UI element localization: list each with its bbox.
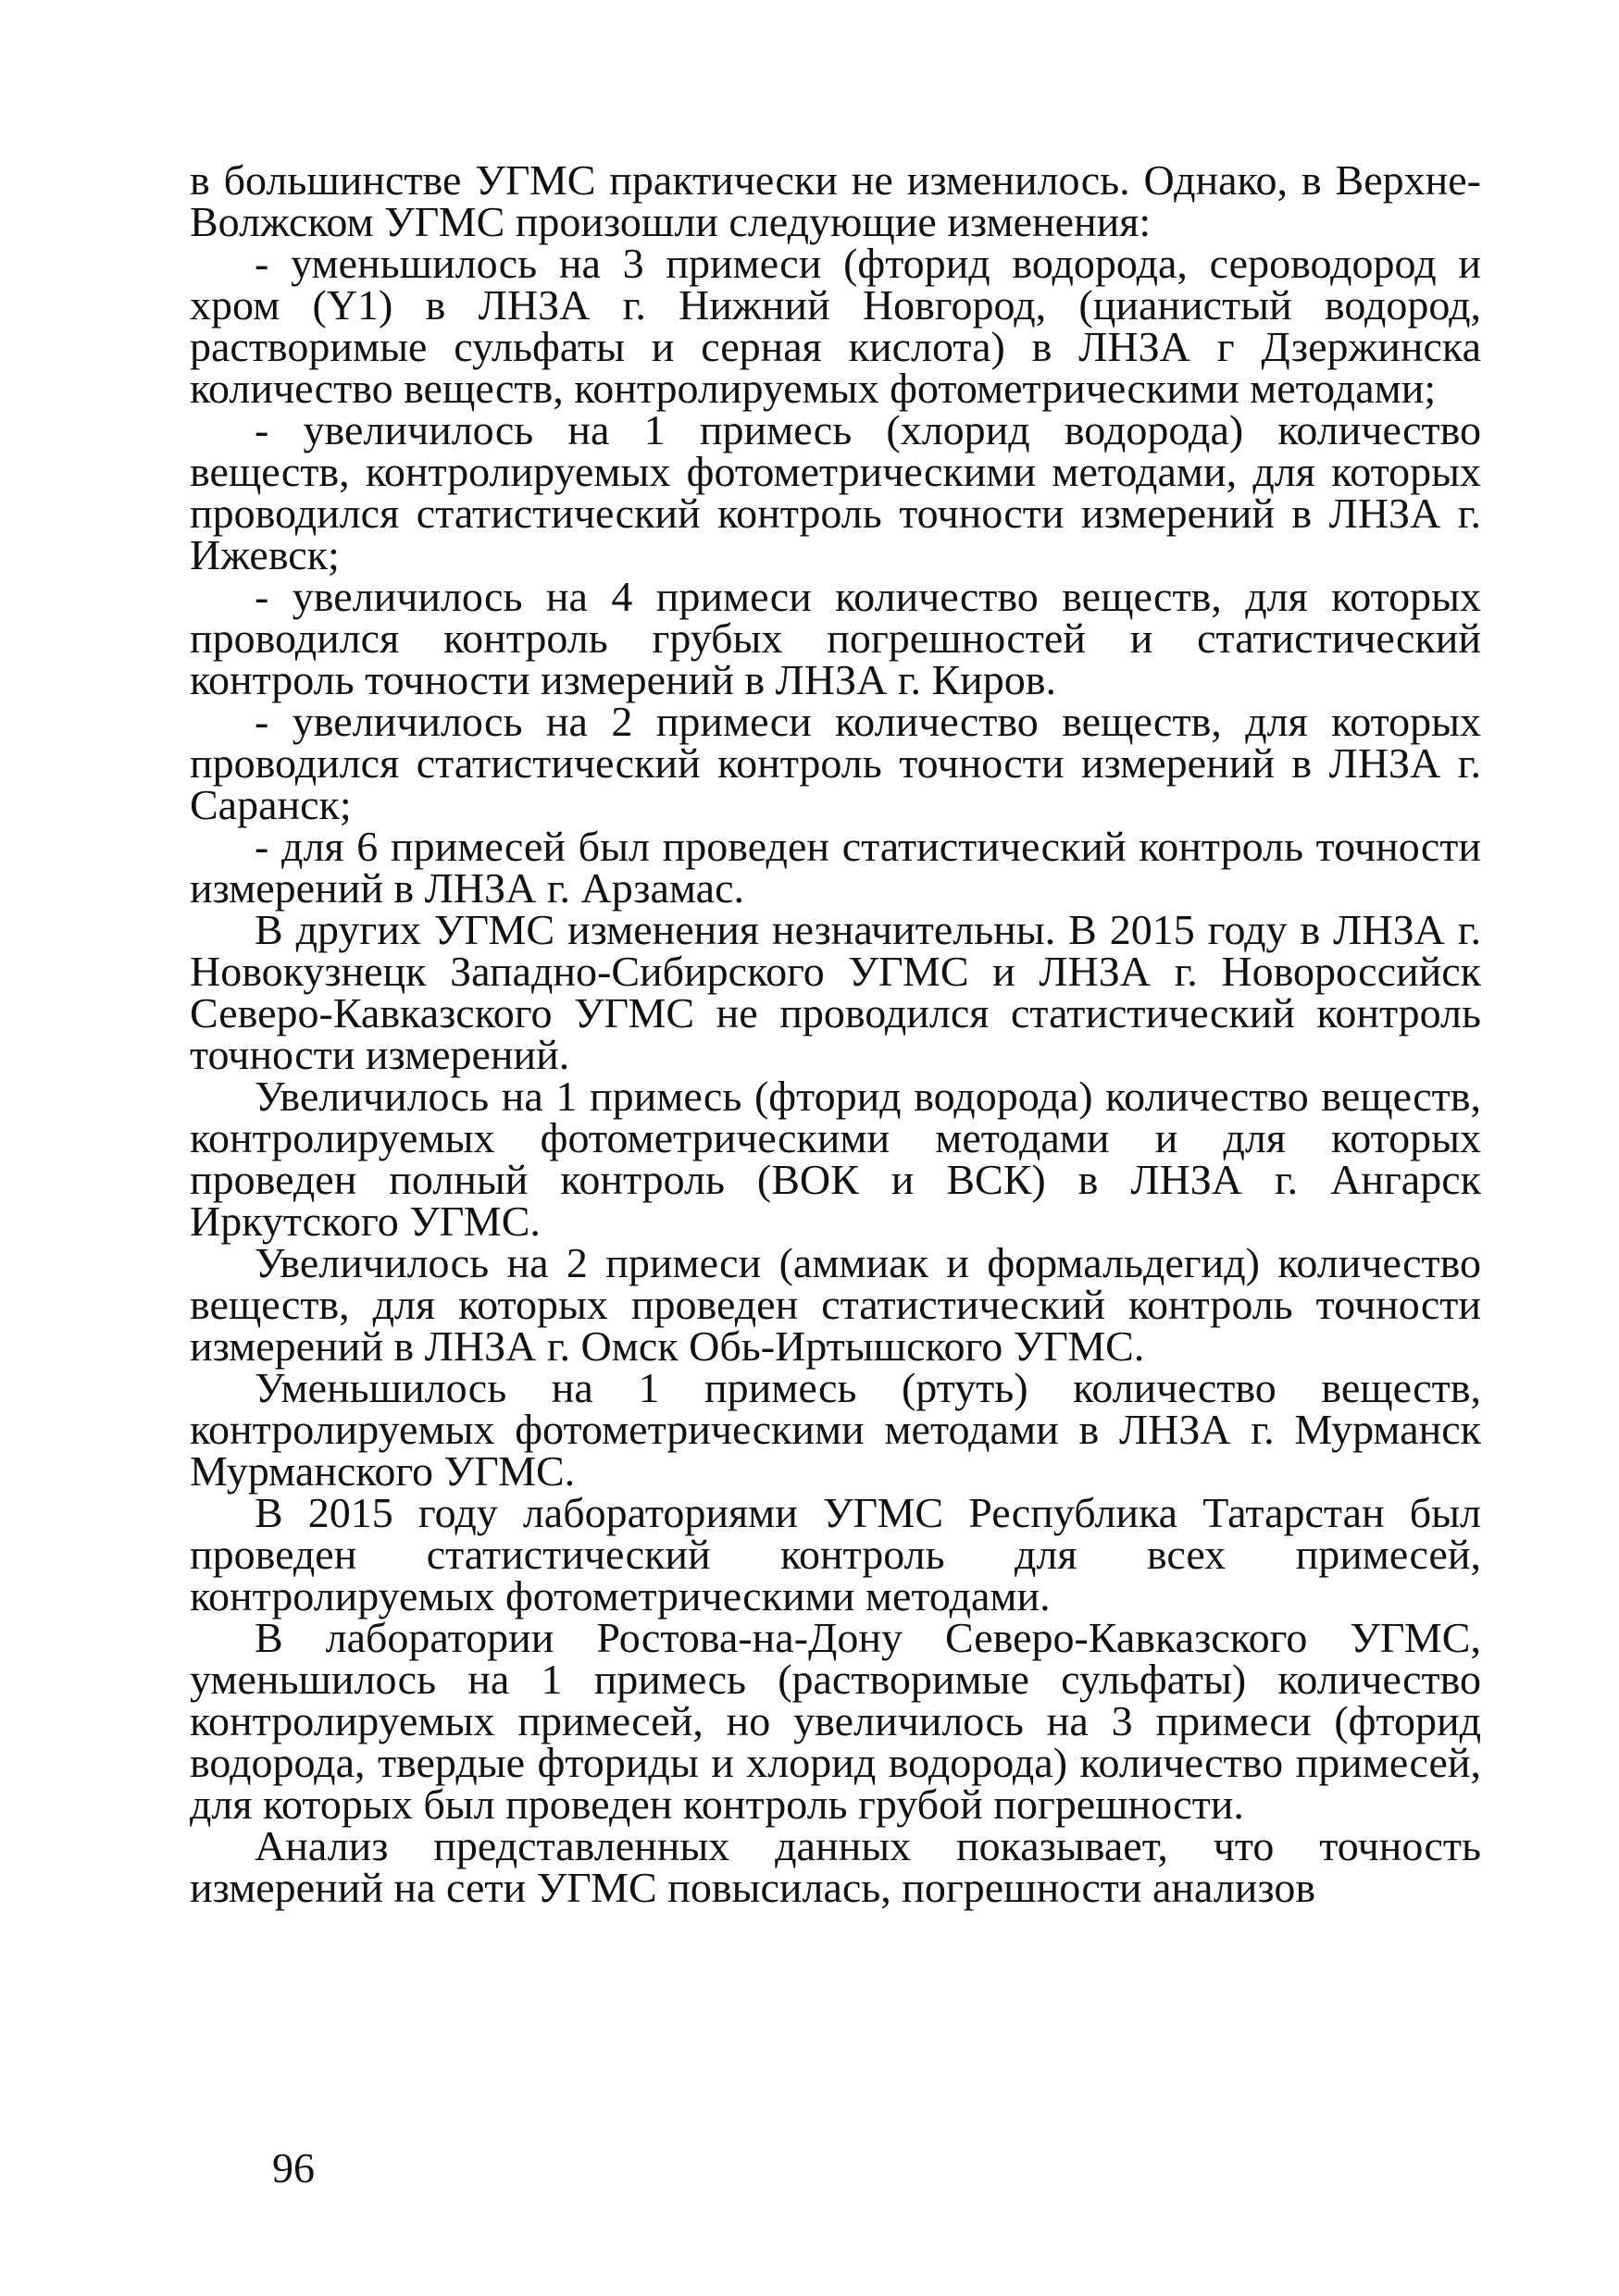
list-item-kirov: - увеличилось на 4 примеси количество веществ, для которых проводился контроль грубых погрешностей и статистический контроль точности измерений в ЛНЗА г. Киров.: [190, 573, 1481, 703]
paragraph-analysis: Анализ представленных данных показывает, что точность измерений на сети УГМС повысилась, погрешности анализов: [190, 1822, 1481, 1911]
paragraph-murmansk: Уменьшилось на 1 примесь (ртуть) количество веществ, контролируемых фотометрическими методами в ЛНЗА г. Мурманск Мурманского УГМС.: [190, 1364, 1481, 1495]
paragraph-rostov: В лаборатории Ростова-на-Дону Северо-Кавказского УГМС, уменьшилось на 1 примесь (растворимые сульфаты) количество контролируемых примесей, но увеличилось на 3 примеси (фторид водорода, твердые фториды и хлорид водорода) количество примесей, для которых был проведен контроль грубой погрешности.: [190, 1614, 1481, 1828]
paragraph-tatarstan: В 2015 году лабораториями УГМС Республика Татарстан был проведен статистический контроль для всех примесей, контролируемых фотометрическими методами.: [190, 1489, 1481, 1620]
paragraph-angarsk: Увеличилось на 1 примесь (фторид водорода) количество веществ, контролируемых фотометрическими методами и для которых проведен полный контроль (ВОК и ВСК) в ЛНЗА г. Ангарск Иркутского УГМС.: [190, 1073, 1481, 1245]
paragraph-continuation: в большинстве УГМС практически не изменилось. Однако, в Верхне-Волжском УГМС произошли следующие изменения:: [190, 156, 1481, 245]
list-item-arzamas: - для 6 примесей был проведен статистический контроль точности измерений в ЛНЗА г. Арзамас.: [190, 823, 1481, 912]
list-item-nizhny-novgorod: - уменьшилось на 3 примеси (фторид водорода, сероводород и хром (Y1) в ЛНЗА г. Нижний Новгород, (цианистый водород, растворимые сульфаты и серная кислота) в ЛНЗА г Дзержинска количество веществ, контролируемых фотометрическими методами;: [190, 240, 1481, 412]
paragraph-omsk: Увеличилось на 2 примеси (аммиак и формальдегид) количество веществ, для которых проведен статистический контроль точности измерений в ЛНЗА г. Омск Обь-Иртышского УГМС.: [190, 1239, 1481, 1370]
body-text: [190, 156, 1481, 1911]
list-item-izhevsk: - увеличилось на 1 примесь (хлорид водорода) количество веществ, контролируемых фотометрическими методами, для которых проводился статистический контроль точности измерений в ЛНЗА г. Ижевск;: [190, 406, 1481, 578]
list-item-saransk: - увеличилось на 2 примеси количество веществ, для которых проводился статистический контроль точности измерений в ЛНЗА г. Саранск;: [190, 698, 1481, 828]
paragraph-other-ugms: В других УГМС изменения незначительны. В 2015 году в ЛНЗА г. Новокузнецк Западно-Сибирского УГМС и ЛНЗА г. Новороссийск Северо-Кавказского УГМС не проводился статистический контроль точности измерений.: [190, 906, 1481, 1078]
page-number: 96: [272, 2144, 315, 2191]
